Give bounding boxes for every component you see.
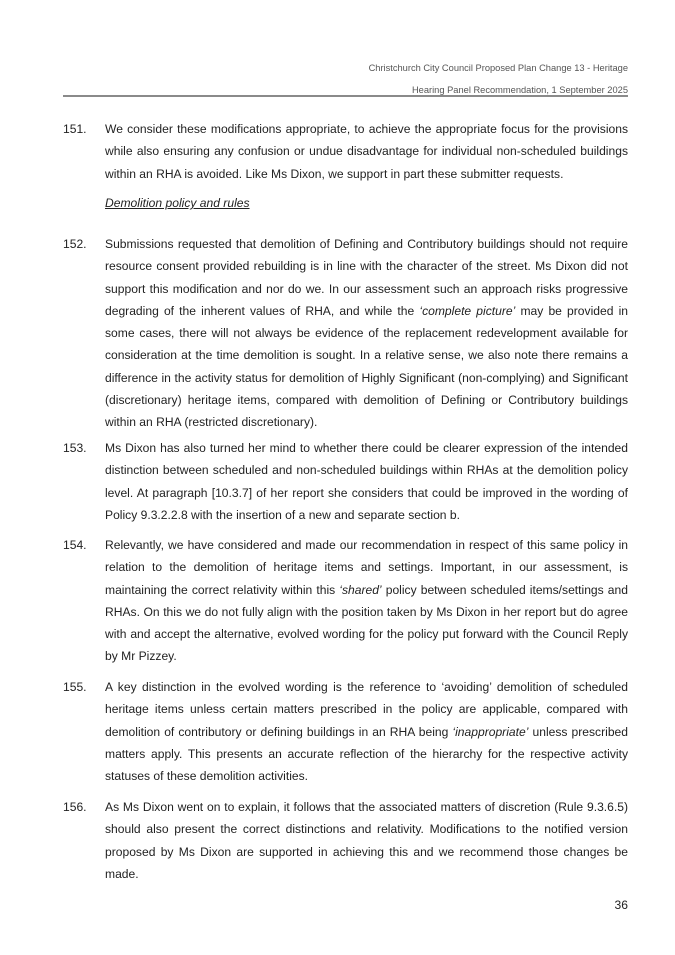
paragraph-number: 154. (63, 538, 87, 552)
paragraph-text (105, 676, 628, 787)
header-title: Christchurch City Council Proposed Plan Change 13 - Heritage (368, 63, 628, 73)
paragraph-number: 151. (63, 122, 87, 136)
text-run: policy between scheduled items/settings and RHAs. On this we do not fully align with the position taken by Ms Dixon in her report but do agree with and accept the alternative, evolved wording for the policy put forward with the Council Reply by Mr Pizzey. (105, 582, 628, 664)
emphasis-text: ‘inappropriate’ (452, 724, 529, 739)
text-run: may be provided in some cases, there will not always be evidence of the replacement redevelopment available for consideration at the time demolition is sought. In a relative sense, we also note there remains a difference in the activity status for demolition of Highly Significant (non-complying) and Significant (discretionary) heritage items, compared with demolition of Defining or Contributory buildings within an RHA (restricted discretionary). (105, 303, 628, 430)
paragraph-number: 153. (63, 441, 87, 455)
paragraph-153 (63, 437, 628, 526)
paragraph-number: 152. (63, 237, 87, 251)
paragraph-151 (63, 118, 628, 185)
header-subtitle: Hearing Panel Recommendation, 1 September 2025 (411, 85, 628, 95)
paragraph-text: Ms Dixon has also turned her mind to whether there could be clearer expression of the intended distinction between scheduled and non-scheduled buildings within RHAs at the demolition policy level. At paragraph [10.3.7] of her report she considers that could be improved in the wording of Policy 9.3.2.2.8 with the insertion of a new and separate section b. (105, 441, 628, 522)
text-run: unless prescribed matters apply. This presents an accurate reflection of the hierarchy for the respective activity statuses of these demolition activities. (105, 724, 628, 784)
paragraph-text: As Ms Dixon went on to explain, it follows that the associated matters of discretion (Rule 9.3.6.5) should also present the correct distinctions and relativity. Modifications to the notified version proposed by Ms Dixon are supported in achieving this and we recommend those changes be made. (105, 800, 628, 881)
text-run: Relevantly, we have considered and made our recommendation in respect of this same policy in relation to the demolition of heritage items and settings. Important, in our assessment, is maintaining the correct relativity within this (105, 538, 628, 597)
emphasis-text: ‘complete picture’ (419, 303, 516, 318)
paragraph-number: 156. (63, 800, 87, 814)
text-run: Submissions requested that demolition of Defining and Contributory buildings should not require resource consent provided rebuilding is in line with the character of the street. Ms Dixon did not support this modification and nor do we. In our assessment such an approach risks progressive degrading of the inherent values of RHA, and while the (105, 237, 628, 318)
paragraph-154 (63, 534, 628, 668)
text-run: A key distinction in the evolved wording is the reference to ‘avoiding’ demolition of scheduled heritage items unless certain matters prescribed in the policy are applicable, compared with demolition of contributory or defining buildings in an RHA being (105, 680, 628, 739)
header-divider (63, 95, 628, 97)
paragraph-text (105, 534, 628, 668)
paragraph-text (105, 233, 628, 434)
paragraph-156 (63, 796, 628, 885)
emphasis-text: ‘shared’ (339, 582, 382, 597)
paragraph-number: 155. (63, 680, 87, 694)
paragraph-152 (63, 233, 628, 434)
section-heading: Demolition policy and rules (105, 196, 250, 210)
paragraph-155 (63, 676, 628, 787)
page-number: 36 (614, 898, 628, 912)
paragraph-text: We consider these modifications appropriate, to achieve the appropriate focus for the provisions while also ensuring any confusion or undue disadvantage for individual non-scheduled buildings within an RHA is avoided. Like Ms Dixon, we support in part these submitter requests. (105, 122, 628, 181)
